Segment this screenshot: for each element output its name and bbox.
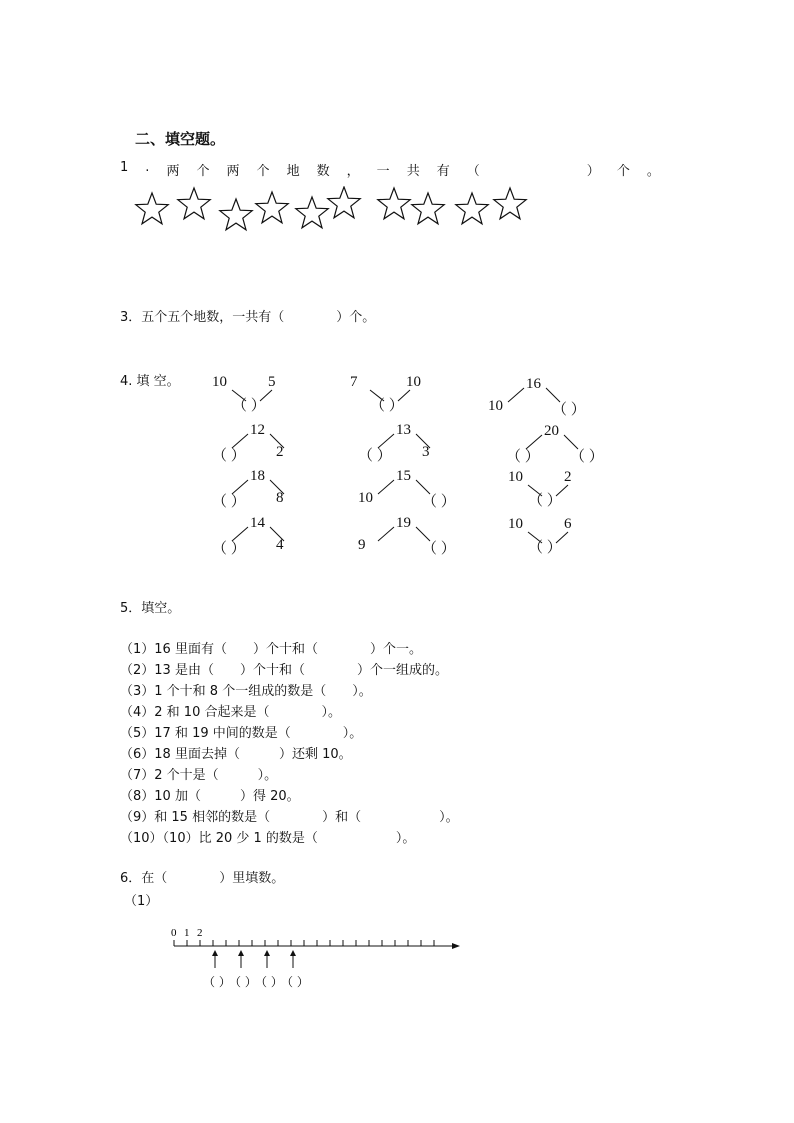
tree-top-number: 19 xyxy=(396,515,411,531)
q1-char: （ xyxy=(466,164,480,179)
tree-left-part: （ ） xyxy=(358,448,392,464)
tree-branch xyxy=(378,480,394,494)
number-tree xyxy=(212,468,352,508)
number-tree xyxy=(212,422,352,462)
number-tree xyxy=(212,374,352,414)
tree-left-part: （ ） xyxy=(212,448,246,464)
question-4-label: 4. 填 空。 xyxy=(120,374,180,389)
q1-char: 两 xyxy=(166,164,180,179)
number-line xyxy=(170,918,490,998)
question-5-list xyxy=(120,638,680,848)
tree-left-number: 10 xyxy=(508,469,523,485)
fill-in-item: （4）2 和 10 合起来是（ ）。 xyxy=(120,705,341,720)
tick-label: 2 xyxy=(197,927,203,939)
tree-top-number: 14 xyxy=(250,515,265,531)
tree-sum-blank: （ ） xyxy=(370,398,404,414)
number-tree xyxy=(358,515,498,555)
tree-right-part: 8 xyxy=(276,490,284,506)
fill-in-item: （7）2 个十是（ ）。 xyxy=(120,768,278,783)
tree-top-number: 18 xyxy=(250,468,265,484)
tree-left-number: 10 xyxy=(212,374,227,390)
tree-left-number: 7 xyxy=(350,374,358,390)
tree-sum-blank: （ ） xyxy=(232,398,266,414)
tree-right-part: 2 xyxy=(276,444,284,460)
fill-in-item: （1）16 里面有（ ）个十和（ ）个一。 xyxy=(120,642,422,657)
number-tree xyxy=(508,516,648,556)
pointer-arrowhead xyxy=(238,950,244,956)
tick-label: 0 xyxy=(171,927,177,939)
number-tree xyxy=(508,469,648,509)
number-tree xyxy=(358,468,498,508)
question-5-label: 5．填空。 xyxy=(120,601,181,616)
answer-blank: （ ） xyxy=(281,975,309,989)
q1-char: 一 xyxy=(376,164,390,179)
tree-top-number: 20 xyxy=(544,423,559,439)
answer-blank: （ ） xyxy=(255,975,283,989)
q1-char: 共 xyxy=(406,164,420,179)
fill-in-item: （2）13 是由（ ）个十和（ ）个一组成的。 xyxy=(120,663,448,678)
q1-char: 数 xyxy=(316,164,330,179)
fill-in-item: （8）10 加（ ）得 20。 xyxy=(120,789,300,804)
answer-blank: （ ） xyxy=(203,975,231,989)
tree-right-part: （ ） xyxy=(422,494,456,510)
tick-label: 1 xyxy=(184,927,190,939)
fill-in-item: （6）18 里面去掉（ ）还剩 10。 xyxy=(120,747,352,762)
pointer-arrowhead xyxy=(264,950,270,956)
answer-blank: （ ） xyxy=(229,975,257,989)
tree-right-part: （ ） xyxy=(570,449,604,465)
number-line-svg xyxy=(170,918,490,998)
tree-left-part: 10 xyxy=(488,398,503,414)
number-tree xyxy=(358,422,498,462)
tree-left-part: 10 xyxy=(358,490,373,506)
number-tree xyxy=(212,515,352,555)
tree-branch xyxy=(508,388,524,402)
q1-char: 个 xyxy=(196,164,210,179)
tree-left-part: （ ） xyxy=(506,449,540,465)
q1-char: ， xyxy=(346,164,360,179)
tree-top-number: 16 xyxy=(526,376,541,392)
tree-right-part: （ ） xyxy=(422,541,456,557)
tree-left-part: （ ） xyxy=(212,494,246,510)
tree-right-number: 2 xyxy=(564,469,572,485)
tree-top-number: 12 xyxy=(250,422,265,438)
tree-right-part: 3 xyxy=(422,444,430,460)
number-tree xyxy=(506,423,646,463)
pointer-arrowhead xyxy=(212,950,218,956)
tree-right-number: 10 xyxy=(406,374,421,390)
tree-right-part: 4 xyxy=(276,537,284,553)
q1-char: 有 xyxy=(436,164,450,179)
fill-in-item: （5）17 和 19 中间的数是（ ）。 xyxy=(120,726,363,741)
q1-char: 。 xyxy=(646,164,660,179)
tree-branch xyxy=(378,527,394,541)
fill-in-item: （10）（10）比 20 少 1 的数是（ ）。 xyxy=(120,831,416,846)
tree-top-number: 13 xyxy=(396,422,411,438)
section-title: 二、填空题。 xyxy=(135,130,226,148)
number-tree xyxy=(488,376,628,416)
tree-left-part: 9 xyxy=(358,537,366,553)
q1-char: ） xyxy=(586,164,600,179)
question-6-label: 6．在（ ）里填数。 xyxy=(120,871,285,886)
tree-left-number: 10 xyxy=(508,516,523,532)
tree-left-part: （ ） xyxy=(212,541,246,557)
q1-char: 1 xyxy=(120,160,129,175)
fill-in-item: （3）1 个十和 8 个一组成的数是（ ）。 xyxy=(120,684,372,699)
tree-right-number: 5 xyxy=(268,374,276,390)
tree-sum-blank: （ ） xyxy=(528,540,562,556)
tree-right-part: （ ） xyxy=(552,402,586,418)
fill-in-item: （9）和 15 相邻的数是（ ）和（ ）。 xyxy=(120,810,459,825)
question-3-text: 3．五个五个地数，一共有（ ）个。 xyxy=(120,310,376,325)
q1-char: 地 xyxy=(286,164,300,179)
q1-char: 个 xyxy=(256,164,270,179)
number-tree xyxy=(350,374,490,414)
question-6-sub: （1） xyxy=(124,894,159,909)
q1-char: . xyxy=(145,160,150,175)
q1-char: 个 xyxy=(616,164,630,179)
tree-right-number: 6 xyxy=(564,516,572,532)
pointer-arrowhead xyxy=(290,950,296,956)
axis-arrowhead xyxy=(452,943,460,949)
tree-top-number: 15 xyxy=(396,468,411,484)
q1-char: 两 xyxy=(226,164,240,179)
tree-sum-blank: （ ） xyxy=(528,493,562,509)
